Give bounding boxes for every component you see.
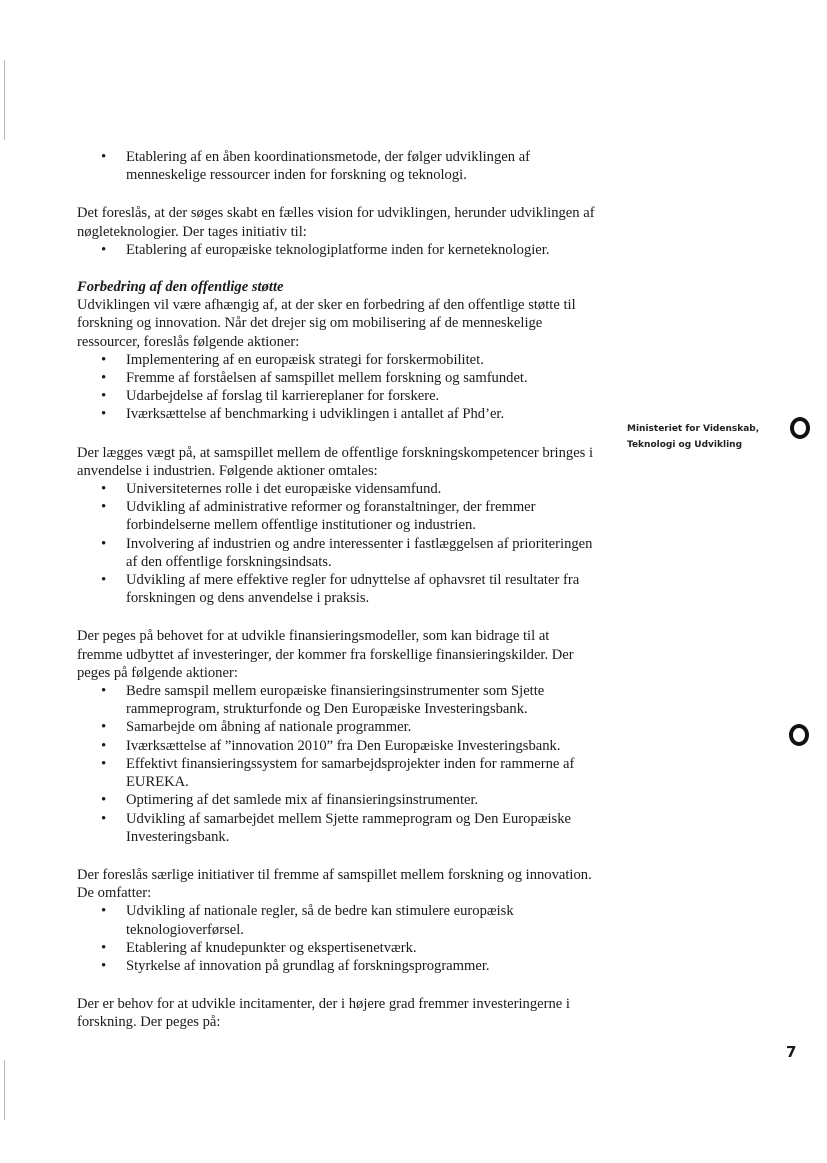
scan-edge-mark bbox=[4, 1060, 5, 1120]
list-item: • Udvikling af mere effektive regler for udnyttelse af ophavsret til resultater fra forskningen og dens anvendelse i praksis. bbox=[77, 571, 597, 607]
list-item: • Universiteternes rolle i det europæiske vidensamfund. bbox=[77, 480, 597, 498]
list-item: • Iværksættelse af benchmarking i udviklingen i antallet af Phd’er. bbox=[77, 405, 597, 423]
ministry-sidebar-label bbox=[627, 421, 777, 453]
list-item: • Etablering af knudepunkter og ekspertisenetværk. bbox=[77, 939, 597, 957]
innovation-bullet-list bbox=[77, 902, 597, 975]
main-text-column bbox=[77, 148, 597, 1032]
list-item: • Involvering af industrien og andre interessenter i fastlæggelsen af prioriteringen af den offentlige forskningsindsats. bbox=[77, 535, 597, 571]
list-item: • Implementering af en europæisk strategi for forskermobilitet. bbox=[77, 351, 597, 369]
paragraph-vision: Det foreslås, at der søges skabt en fælles vision for udviklingen, herunder udviklingen af nøgleteknologier. Der tages initiativ til: bbox=[77, 205, 595, 240]
industry-bullet-list bbox=[77, 480, 597, 607]
binder-hole-icon bbox=[789, 724, 809, 746]
list-item: • Etablering af europæiske teknologiplatforme inden for kerneteknologier. bbox=[77, 241, 597, 259]
section-heading: Forbedring af den offentlige støtte bbox=[77, 279, 284, 296]
paragraph-support: Udviklingen vil være afhængig af, at der sker en forbedring af den offentlige støtte til forskning og innovation. Når det drejer sig om mobilisering af de menneskelige ressourcer, foreslås følgende aktioner: bbox=[77, 297, 576, 350]
sidebar-line: Ministeriet for Videnskab, bbox=[627, 424, 760, 434]
scan-edge-mark bbox=[4, 60, 5, 140]
list-item: • Effektivt finansieringssystem for samarbejdsprojekter inden for rammerne af EUREKA. bbox=[77, 755, 597, 791]
sidebar-line: Teknologi og Udvikling bbox=[627, 440, 743, 450]
page-number: 7 bbox=[786, 1043, 797, 1061]
list-item: • Fremme af forståelsen af samspillet mellem forskning og samfundet. bbox=[77, 369, 597, 387]
list-item: • Udarbejdelse af forslag til karriereplaner for forskere. bbox=[77, 387, 597, 405]
list-item: • Udvikling af samarbejdet mellem Sjette rammeprogram og Den Europæiske Investeringsbank. bbox=[77, 810, 597, 846]
vision-bullet-list bbox=[77, 241, 597, 259]
paragraph-industry: Der lægges vægt på, at samspillet mellem de offentlige forskningskompetencer bringes i anvendelse i industrien. Følgende aktioner omtales: bbox=[77, 444, 594, 479]
support-bullet-list bbox=[77, 351, 597, 424]
intro-bullet-list bbox=[77, 148, 597, 184]
list-item: • Samarbejde om åbning af nationale programmer. bbox=[77, 718, 597, 736]
list-item: • Udvikling af administrative reformer og foranstaltninger, der fremmer forbindelserne mellem offentlige institutioner og industrien. bbox=[77, 498, 597, 534]
list-item: • Bedre samspil mellem europæiske finansieringsinstrumenter som Sjette rammeprogram, strukturfonde og Den Europæiske Investeringsbank. bbox=[77, 682, 597, 718]
paragraph-innovation: Der foreslås særlige initiativer til fremme af samspillet mellem forskning og innovation. De omfatter: bbox=[77, 866, 592, 902]
finance-bullet-list bbox=[77, 682, 597, 846]
paragraph-finance: Der peges på behovet for at udvikle finansieringsmodeller, som kan bidrage til at fremme udbyttet af investeringer, der kommer fra forskellige finansieringskilder. Der peges på følgende aktioner: bbox=[77, 628, 574, 681]
paragraph-incentives: Der er behov for at udvikle incitamenter, der i højere grad fremmer investeringerne i forskning. Der peges på: bbox=[77, 996, 570, 1031]
list-item: • Optimering af det samlede mix af finansieringsinstrumenter. bbox=[77, 791, 597, 809]
binder-hole-icon bbox=[790, 417, 810, 439]
list-item: • Udvikling af nationale regler, så de bedre kan stimulere europæisk teknologioverførsel. bbox=[77, 902, 597, 938]
list-item: • Iværksættelse af ”innovation 2010” fra Den Europæiske Investeringsbank. bbox=[77, 737, 597, 755]
list-item: • Styrkelse af innovation på grundlag af forskningsprogrammer. bbox=[77, 957, 597, 975]
list-item: • Etablering af en åben koordinationsmetode, der følger udviklingen af menneskelige ressourcer inden for forskning og teknologi. bbox=[77, 148, 597, 184]
